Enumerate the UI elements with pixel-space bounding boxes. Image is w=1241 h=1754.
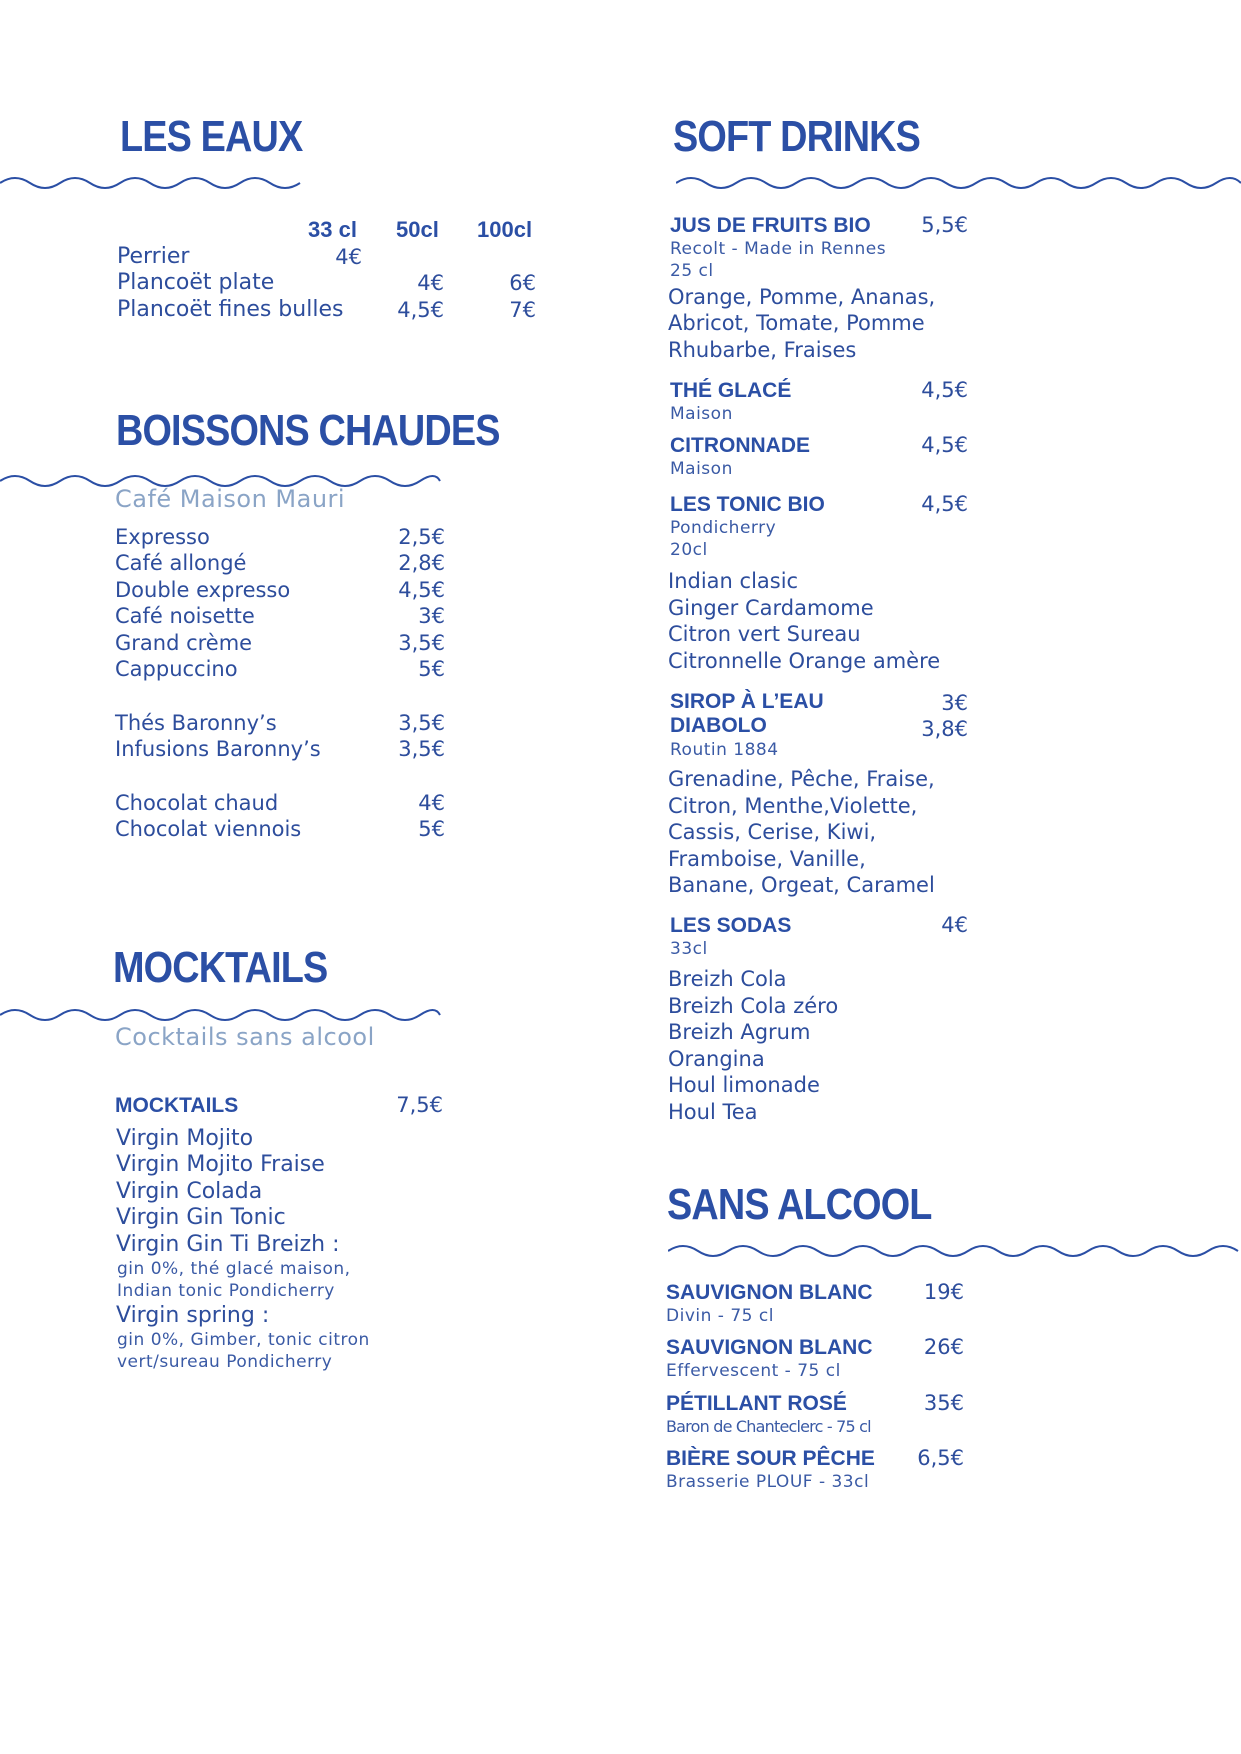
item-price: 5€ [418, 657, 445, 681]
sirop-flavor: Banane, Orgeat, Caramel [668, 873, 935, 897]
item-price: 3,5€ [398, 737, 445, 761]
diabolo-name: DIABOLO [670, 714, 767, 737]
sirop-price: 3€ [941, 691, 968, 715]
mocktail-desc: Indian tonic Pondicherry [117, 1281, 335, 1301]
sirop-flavor: Grenadine, Pêche, Fraise, [668, 767, 935, 791]
mocktail-item: Virgin Mojito [116, 1126, 254, 1151]
tonic-flavor: Citronnelle Orange amère [668, 649, 941, 673]
item-name: Infusions Baronny’s [115, 737, 321, 761]
item-name: Plancoët fines bulles [117, 297, 344, 322]
price-50cl: 4,5€ [397, 298, 444, 322]
wave-divider-mocktails [0, 1002, 442, 1024]
citron-name: CITRONNADE [670, 434, 810, 457]
mocktail-item: Virgin Gin Ti Breizh : [116, 1232, 340, 1257]
tonic-sub1: Pondicherry [670, 518, 777, 538]
item-price: 3,5€ [398, 711, 445, 735]
mocktail-item: Virgin Gin Tonic [116, 1205, 286, 1230]
wave-divider-soft [676, 170, 1241, 192]
tonic-flavor: Citron vert Sureau [668, 622, 861, 646]
sans-item-name: SAUVIGNON BLANC [666, 1336, 873, 1359]
item-price: 2,5€ [398, 525, 445, 549]
col-header-33cl: 33 cl [308, 217, 357, 242]
jus-price: 5,5€ [921, 213, 968, 237]
mocktail-item: Virgin spring : [116, 1303, 270, 1328]
wave-divider-sans-alcool [668, 1238, 1241, 1260]
jus-flavors: Orange, Pomme, Ananas, [668, 285, 936, 309]
sodas-price: 4€ [941, 913, 968, 937]
price-50cl: 4€ [417, 271, 444, 295]
jus-flavors: Abricot, Tomate, Pomme [668, 311, 925, 335]
item-name: Thés Baronny’s [115, 711, 277, 735]
item-price: 5€ [418, 817, 445, 841]
section-title-eaux: LES EAUX [120, 112, 303, 161]
mocktails-price: 7,5€ [396, 1093, 443, 1117]
citron-price: 4,5€ [921, 433, 968, 457]
mocktail-item: Virgin Colada [116, 1179, 263, 1204]
soda-item: Houl Tea [668, 1100, 758, 1124]
jus-flavors: Rhubarbe, Fraises [668, 338, 857, 362]
tonic-flavor: Indian clasic [668, 569, 799, 593]
mocktail-desc: vert/sureau Pondicherry [117, 1352, 333, 1372]
sans-item-name: PÉTILLANT ROSÉ [666, 1392, 847, 1415]
item-name: Café allongé [115, 551, 247, 575]
section-title-mocktails: MOCKTAILS [113, 943, 328, 992]
mocktail-item: Virgin Mojito Fraise [116, 1152, 325, 1177]
soda-item: Breizh Agrum [668, 1020, 811, 1044]
mocktail-desc: gin 0%, Gimber, tonic citron [117, 1330, 370, 1350]
soda-item: Breizh Cola [668, 967, 787, 991]
tonic-name: LES TONIC BIO [670, 493, 825, 516]
sans-item-sub: Baron de Chanteclerc - 75 cl [666, 1417, 871, 1436]
sans-item-price: 26€ [923, 1335, 964, 1359]
sans-item-sub: Divin - 75 cl [666, 1306, 774, 1326]
sans-item-price: 6,5€ [917, 1446, 964, 1470]
tonic-sub2: 20cl [670, 540, 708, 560]
section-title-sans-alcool: SANS ALCOOL [667, 1180, 932, 1229]
item-price: 4,5€ [398, 578, 445, 602]
section-subtitle-chaudes: Café Maison Mauri [115, 485, 346, 513]
section-title-soft: SOFT DRINKS [673, 112, 921, 161]
item-price: 3€ [418, 604, 445, 628]
item-name: Café noisette [115, 604, 255, 628]
sirop-flavor: Citron, Menthe,Violette, [668, 794, 918, 818]
jus-sub2: 25 cl [670, 261, 714, 281]
citron-sub: Maison [670, 459, 733, 479]
mocktails-label: MOCKTAILS [115, 1094, 239, 1117]
wave-divider-eaux [0, 170, 304, 192]
sans-item-name: BIÈRE SOUR PÊCHE [666, 1447, 875, 1470]
sans-item-sub: Brasserie PLOUF - 33cl [666, 1472, 870, 1492]
item-name: Expresso [115, 525, 210, 549]
sans-item-price: 35€ [923, 1391, 964, 1415]
sirop-flavor: Cassis, Cerise, Kiwi, [668, 820, 877, 844]
diabolo-price: 3,8€ [921, 717, 968, 741]
sirop-sub: Routin 1884 [670, 740, 779, 760]
col-header-50cl: 50cl [396, 217, 439, 242]
price-100cl: 7€ [509, 298, 536, 322]
section-title-chaudes: BOISSONS CHAUDES [116, 406, 500, 455]
sans-item-name: SAUVIGNON BLANC [666, 1281, 873, 1304]
soda-item: Houl limonade [668, 1073, 820, 1097]
item-name: Chocolat chaud [115, 791, 279, 815]
soda-item: Breizh Cola zéro [668, 994, 839, 1018]
item-name: Double expresso [115, 578, 291, 602]
sodas-name: LES SODAS [670, 914, 792, 937]
the-price: 4,5€ [921, 378, 968, 402]
sans-item-sub: Effervescent - 75 cl [666, 1361, 841, 1381]
item-price: 3,5€ [398, 631, 445, 655]
col-header-100cl: 100cl [477, 217, 533, 242]
tonic-flavor: Ginger Cardamome [668, 596, 874, 620]
sans-item-price: 19€ [923, 1280, 964, 1304]
item-price: 4€ [418, 791, 445, 815]
item-name: Perrier [117, 244, 190, 269]
item-name: Plancoët plate [117, 270, 275, 295]
mocktail-desc: gin 0%, thé glacé maison, [117, 1259, 351, 1279]
section-subtitle-mocktails: Cocktails sans alcool [115, 1023, 375, 1051]
item-name: Grand crème [115, 631, 253, 655]
item-price: 2,8€ [398, 551, 445, 575]
the-name: THÉ GLACÉ [670, 379, 792, 402]
sirop-flavor: Framboise, Vanille, [668, 847, 866, 871]
sirop-name: SIROP À L’EAU [670, 690, 824, 713]
jus-name: JUS DE FRUITS BIO [670, 214, 871, 237]
sodas-sub: 33cl [670, 939, 708, 959]
price-100cl: 6€ [509, 271, 536, 295]
the-sub: Maison [670, 404, 733, 424]
soda-item: Orangina [668, 1047, 765, 1071]
price-33cl: 4€ [335, 245, 362, 269]
tonic-price: 4,5€ [921, 492, 968, 516]
item-name: Cappuccino [115, 657, 238, 681]
jus-sub1: Recolt - Made in Rennes [670, 239, 887, 259]
item-name: Chocolat viennois [115, 817, 302, 841]
